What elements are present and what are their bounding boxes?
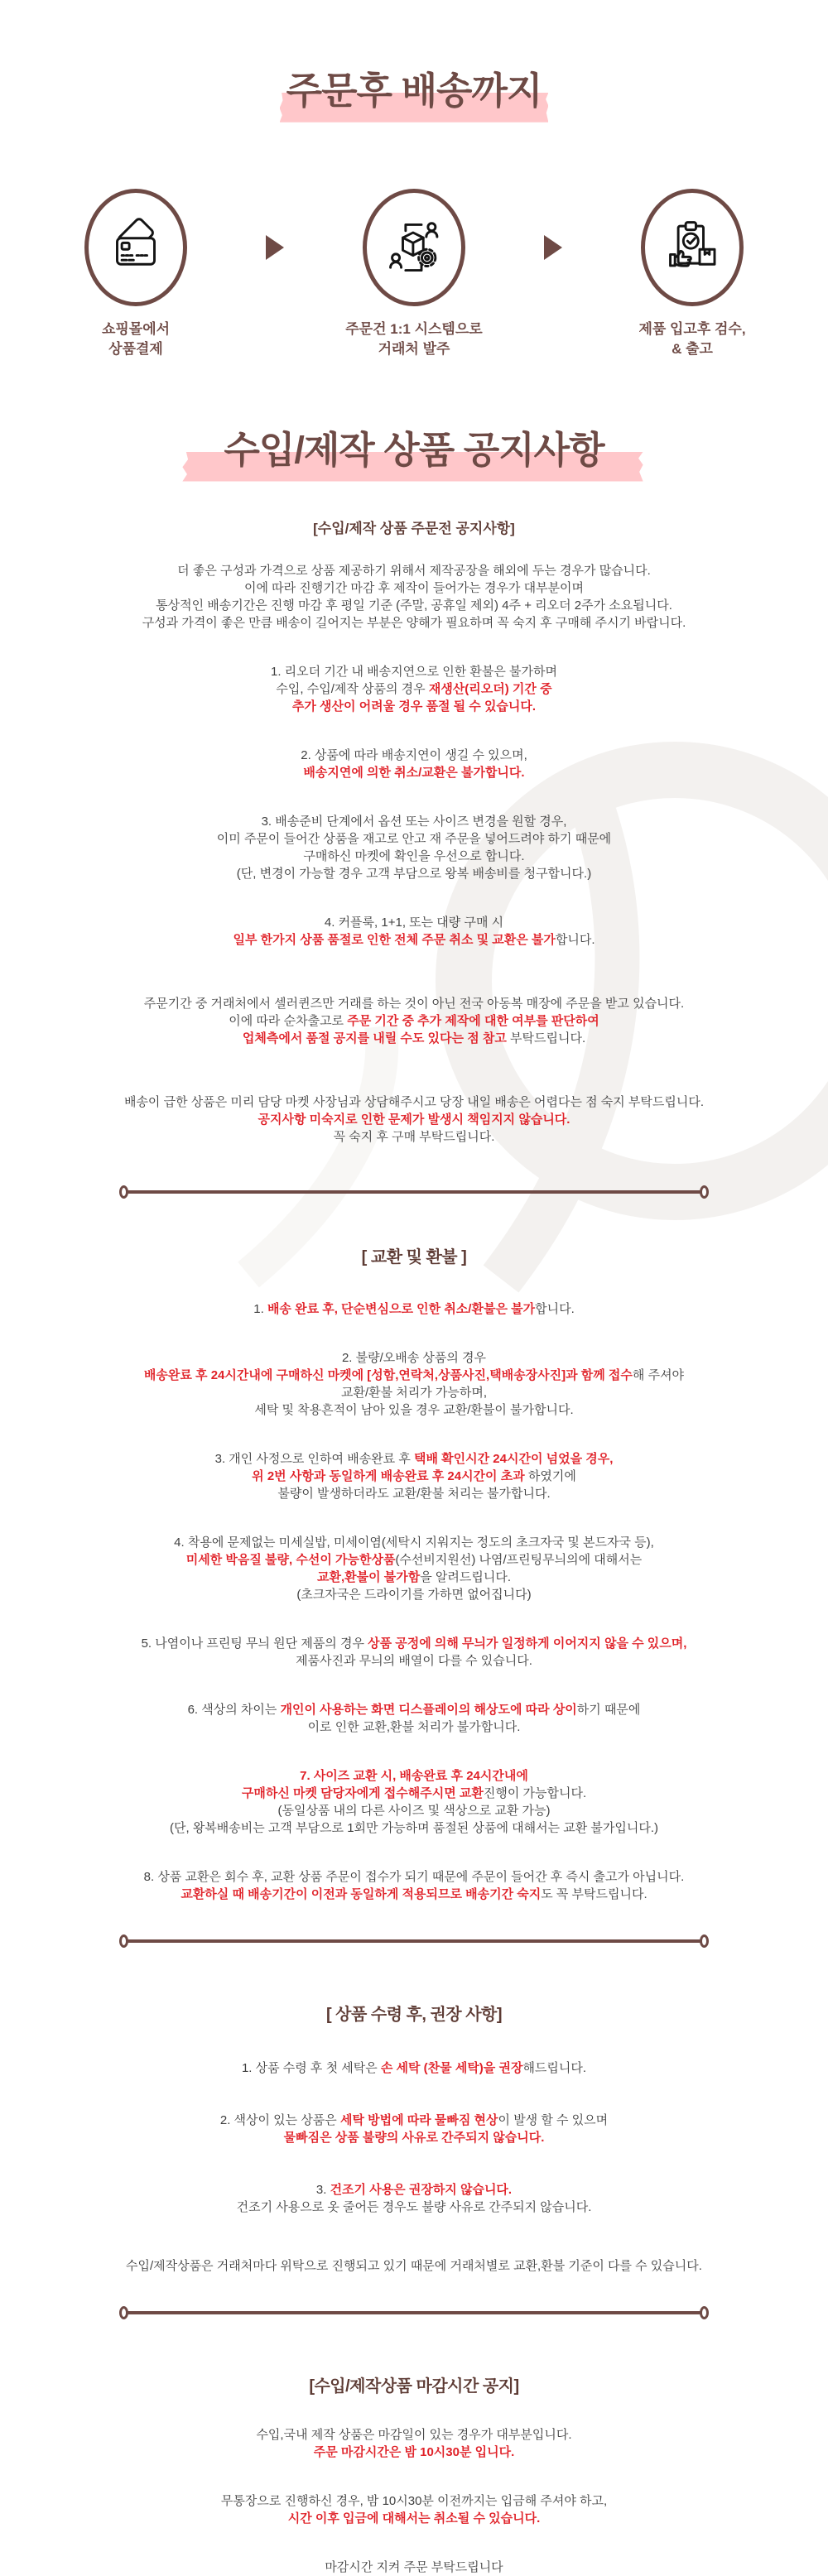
text-line: (단, 변경이 가능할 경우 고객 부담으로 왕복 배송비를 청구합니다.) bbox=[236, 866, 592, 881]
step-inspection bbox=[597, 189, 787, 359]
text-line: 3. 배송준비 단계에서 옵션 또는 사이즈 변경을 원할 경우, bbox=[261, 814, 567, 829]
deadline-footer bbox=[17, 2559, 811, 2576]
text-line: 추가 생산이 어려울 경우 품절 될 수 있습니다. bbox=[291, 699, 537, 714]
text-line: 더 좋은 구성과 가격으로 상품 제공하기 위해서 제작공장을 해외에 두는 경우가 많습니다. bbox=[177, 563, 651, 578]
text-line: 주문기간 중 거래처에서 셀러퀸즈만 거래를 하는 것이 아닌 전국 아동복 매장에 주문을 받고 있습니다. bbox=[143, 996, 685, 1011]
text-line: 이에 따라 순차출고로 주문 기간 중 추가 제작에 대한 여부를 판단하여 bbox=[229, 1013, 599, 1028]
text-line: 위 2번 사항과 동일하게 배송완료 후 24시간이 초과 하였기에 bbox=[252, 1468, 576, 1483]
notice-paragraph-urgent bbox=[17, 1093, 811, 1146]
text-line: 수입/제작상품은 거래처마다 위탁으로 진행되고 있기 때문에 거래처별로 교환,환불 기준이 다를 수 있습니다. bbox=[126, 2258, 702, 2273]
text-line: 배송완료 후 24시간내에 구매하신 마켓에 [성함,연락처,상품사진,택배송장사진]과 함께 접수해 주셔야 bbox=[143, 1367, 685, 1382]
notice-content bbox=[17, 0, 811, 2576]
exchange-item-8 bbox=[17, 1868, 811, 1903]
notice-item-2 bbox=[17, 747, 811, 781]
text-line: 1. 배송 완료 후, 단순변심으로 인한 취소/환불은 불가합니다. bbox=[253, 1301, 575, 1316]
recommend-item-2 bbox=[17, 2112, 811, 2146]
text-line: 배송이 급한 상품은 미리 담당 마켓 사장님과 상담해주시고 당장 내일 배송은 어렵다는 점 숙지 부탁드립니다. bbox=[123, 1094, 705, 1109]
text-line: (단, 왕복배송비는 고객 부담으로 1회만 가능하며 품절된 상품에 대해서는 교환 불가입니다.) bbox=[170, 1820, 658, 1835]
text-line: 건조기 사용으로 옷 줄어든 경우도 불량 사유로 간주되지 않습니다. bbox=[236, 2199, 592, 2214]
step-order-system bbox=[319, 189, 509, 359]
delivery-title bbox=[286, 70, 542, 113]
section-divider bbox=[119, 1185, 709, 1199]
text-line: 무통장으로 진행하신 경우, 밤 10시30분 이전까지는 입금해 주셔야 하고, bbox=[220, 2493, 608, 2508]
text-line: 수입,국내 제작 상품은 마감일이 있는 경우가 대부분입니다. bbox=[256, 2427, 572, 2442]
arrow-right-icon bbox=[544, 235, 562, 260]
step-payment-label: 쇼핑몰에서 상품결제 bbox=[101, 320, 171, 357]
notice-title bbox=[224, 429, 604, 472]
deadline-item-1 bbox=[17, 2426, 811, 2461]
text-line: 2. 색상이 있는 상품은 세탁 방법에 따라 물빠짐 현상이 발생 할 수 있으며 bbox=[219, 2112, 609, 2127]
text-line: 교환,환불이 불가함을 알려드립니다. bbox=[316, 1569, 512, 1584]
step-payment-circle bbox=[84, 189, 187, 306]
text-line: 7. 사이즈 교환 시, 배송완료 후 24시간내에 bbox=[300, 1768, 528, 1783]
text-line: 꼭 숙지 후 구매 부탁드립니다. bbox=[333, 1129, 495, 1144]
deadline-item-2 bbox=[17, 2492, 811, 2527]
text-line: 1. 리오더 기간 내 배송지연으로 인한 환불은 불가하며 bbox=[271, 664, 557, 679]
divider-end-circle bbox=[700, 1185, 709, 1199]
section-divider bbox=[119, 1934, 709, 1948]
notice-intro bbox=[17, 562, 811, 632]
text-line: 업체측에서 품절 공지를 내릴 수도 있다는 점 참고 부탁드립니다. bbox=[242, 1031, 586, 1045]
inspect-ship-icon bbox=[662, 218, 722, 277]
text-line: 불량이 발생하더라도 교환/환불 처리는 불가합니다. bbox=[277, 1486, 551, 1501]
text-line: 공지사항 미숙지로 인한 문제가 발생시 책임지지 않습니다. bbox=[258, 1112, 570, 1127]
deadline-header: [수입/제작상품 마감시간 공지] bbox=[309, 2377, 519, 2396]
divider-line bbox=[128, 2311, 700, 2314]
text-line: 주문 마감시간은 밤 10시30분 입니다. bbox=[313, 2444, 515, 2459]
recommend-item-1 bbox=[17, 2059, 811, 2077]
text-line: 이미 주문이 들어간 상품을 재고로 안고 재 주문을 넣어드려야 하기 때문에 bbox=[216, 831, 612, 846]
text-line: 2. 불량/오배송 상품의 경우 bbox=[341, 1350, 487, 1365]
text-line: 미세한 박음질 불량, 수선이 가능한상품(수선비지원선) 나염/프린팅무늬의에 대해서는 bbox=[185, 1552, 643, 1567]
text-line: 일부 한가지 상품 품절로 인한 전체 주문 취소 및 교환은 불가합니다. bbox=[233, 932, 595, 947]
text-line: 수입, 수입/제작 상품의 경우 재생산(리오더) 기간 중 bbox=[276, 681, 552, 696]
text-line: 1. 상품 수령 후 첫 세탁은 손 세탁 (찬물 세탁)을 권장해드립니다. bbox=[241, 2060, 587, 2075]
notice-item-3 bbox=[17, 813, 811, 882]
exchange-item-7 bbox=[17, 1767, 811, 1837]
notice-item-1 bbox=[17, 663, 811, 715]
arrow-right-icon bbox=[266, 235, 284, 260]
text-line: 물빠짐은 상품 불량의 사유로 간주되지 않습니다. bbox=[283, 2130, 545, 2145]
recommend-header: [ 상품 수령 후, 권장 사항] bbox=[325, 2005, 503, 2024]
exchange-item-6 bbox=[17, 1701, 811, 1736]
text-line: 구매하신 마켓 담당자에게 접수해주시면 교환진행이 가능합니다. bbox=[241, 1785, 587, 1800]
delivery-title-row bbox=[17, 70, 811, 113]
recommend-footer bbox=[17, 2257, 811, 2275]
divider-line bbox=[128, 1190, 700, 1194]
delivery-title-text: 주문후 배송까지 bbox=[286, 70, 542, 112]
text-line: 6. 색상의 차이는 개인이 사용하는 화면 디스플레이의 해상도에 따라 상이하기 때문에 bbox=[187, 1702, 641, 1717]
credit-card-icon bbox=[106, 218, 166, 277]
text-line: (초크자국은 드라이기를 가하면 없어집니다) bbox=[296, 1587, 532, 1602]
notice-item-4 bbox=[17, 914, 811, 949]
exchange-item-2 bbox=[17, 1349, 811, 1419]
text-line: 5. 나염이나 프린팅 무늬 원단 제품의 경우 상품 공정에 의해 무늬가 일정하게 이어지지 않을 수 있으며, bbox=[141, 1636, 687, 1651]
pre-order-notice-header: [수입/제작 상품 주문전 공지사항] bbox=[313, 520, 515, 536]
notice-title-row bbox=[17, 429, 811, 472]
section-divider bbox=[119, 2306, 709, 2319]
text-line: 8. 상품 교환은 회수 후, 교환 상품 주문이 접수가 되기 때문에 주문이 들어간 후 즉시 출고가 아닙니다. bbox=[143, 1869, 685, 1884]
exchange-item-3 bbox=[17, 1450, 811, 1502]
text-line: 세탁 및 착용흔적이 남아 있을 경우 교환/환불이 불가합니다. bbox=[254, 1402, 574, 1417]
notice-title-text: 수입/제작 상품 공지사항 bbox=[224, 428, 604, 471]
text-line: 교환하실 때 배송기간이 이전과 동일하게 적용되므로 배송기간 숙지도 꼭 부탁드립니다. bbox=[181, 1886, 647, 1901]
order-system-icon bbox=[384, 218, 444, 277]
text-line: 배송지연에 의한 취소/교환은 불가합니다. bbox=[303, 765, 525, 780]
text-line: 시간 이후 입금에 대해서는 취소될 수 있습니다. bbox=[287, 2511, 541, 2526]
text-line: 2. 상품에 따라 배송지연이 생길 수 있으며, bbox=[301, 747, 527, 762]
exchange-item-5 bbox=[17, 1635, 811, 1670]
text-line: 이에 따라 진행기간 마감 후 제작이 들어가는 경우가 대부분이며 bbox=[243, 580, 585, 595]
step-payment bbox=[41, 189, 231, 359]
exchange-refund-header: [ 교환 및 환불 ] bbox=[361, 1247, 467, 1266]
recommend-item-3 bbox=[17, 2181, 811, 2216]
divider-end-circle bbox=[700, 1934, 709, 1948]
delivery-steps bbox=[17, 189, 811, 359]
text-line: 제품사진과 무늬의 배열이 다를 수 있습니다. bbox=[296, 1653, 532, 1668]
text-line: 통상적인 배송기간은 진행 마감 후 평일 기준 (주말, 공휴일 제외) 4주 + 리오더 2주가 소요됩니다. bbox=[156, 598, 672, 613]
text-line: (동일상품 내의 다른 사이즈 및 색상으로 교환 가능) bbox=[277, 1803, 551, 1818]
notice-paragraph-stock bbox=[17, 995, 811, 1047]
text-line: 마감시간 지켜 주문 부탁드립니다 bbox=[325, 2559, 503, 2574]
text-line: 구매하신 마켓에 확인을 우선으로 합니다. bbox=[303, 848, 525, 863]
text-line: 3. 개인 사정으로 인하여 배송완료 후 택배 확인시간 24시간이 넘었을 경우, bbox=[214, 1451, 614, 1466]
exchange-item-1 bbox=[17, 1300, 811, 1318]
step-inspection-label: 제품 입고후 검수, & 출고 bbox=[638, 320, 746, 357]
text-line: 이로 인한 교환,환불 처리가 불가합니다. bbox=[307, 1719, 521, 1734]
text-line: 구성과 가격이 좋은 만큼 배송이 길어지는 부분은 양해가 필요하며 꼭 숙지 후 구매해 주시기 바랍니다. bbox=[142, 615, 686, 630]
divider-line bbox=[128, 1939, 700, 1943]
step-order-system-label: 주문건 1:1 시스템으로 거래처 발주 bbox=[345, 320, 483, 357]
text-line: 교환/환불 처리가 가능하며, bbox=[340, 1385, 488, 1400]
text-line: 4. 커플룩, 1+1, 또는 대량 구매 시 bbox=[324, 915, 504, 930]
text-line: 3. 건조기 사용은 권장하지 않습니다. bbox=[315, 2182, 513, 2197]
step-inspection-circle bbox=[641, 189, 744, 306]
divider-end-circle bbox=[700, 2306, 709, 2319]
step-order-system-circle bbox=[363, 189, 465, 306]
text-line: 4. 착용에 문제없는 미세실밥, 미세이염(세탁시 지워지는 정도의 초크자국 및 본드자국 등), bbox=[174, 1535, 654, 1550]
exchange-item-4 bbox=[17, 1534, 811, 1603]
